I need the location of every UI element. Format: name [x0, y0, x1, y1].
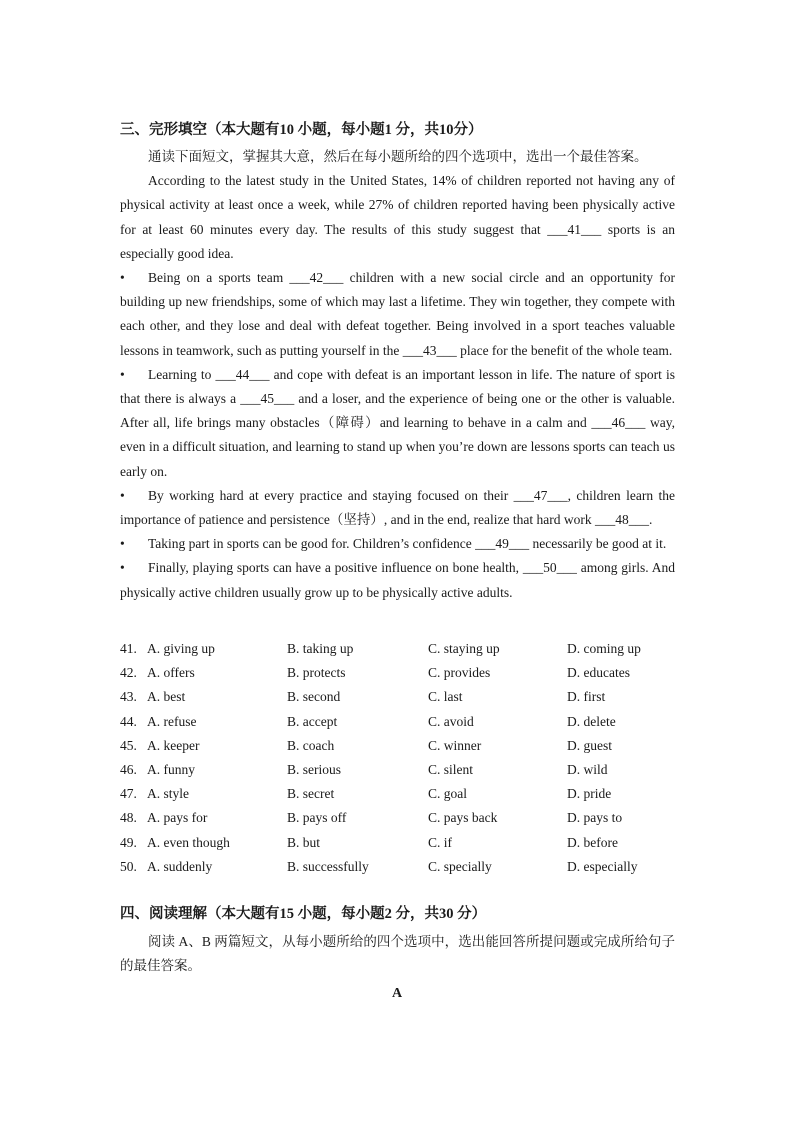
section3-heading: 三、完形填空（本大题有10 小题，每小题1 分，共10分） — [120, 122, 483, 138]
question-row — [120, 831, 720, 855]
question-number: 50. — [120, 858, 137, 874]
bullet-symbol: • — [120, 487, 125, 503]
option-b: B. protects — [287, 665, 346, 681]
question-number: 49. — [120, 834, 137, 850]
option-b: B. but — [287, 834, 321, 850]
bullet-paragraph — [120, 532, 675, 556]
option-a: A. suddenly — [147, 858, 213, 874]
question-number: 42. — [120, 665, 137, 681]
option-c: C. provides — [428, 665, 491, 681]
option-c: C. pays back — [428, 810, 498, 826]
option-a: A. giving up — [147, 641, 215, 656]
question-row — [120, 782, 720, 806]
section4-body — [120, 930, 675, 978]
option-a: A. refuse — [147, 713, 197, 729]
bullet-paragraph — [120, 266, 675, 363]
option-c: C. if — [428, 834, 453, 850]
answer-options-table — [120, 637, 720, 879]
option-b: B. second — [287, 689, 341, 705]
question-number: 43. — [120, 689, 137, 705]
option-b: B. serious — [287, 761, 341, 777]
option-b: B. taking up — [287, 641, 354, 656]
option-d: D. wild — [567, 761, 608, 777]
question-number: 44. — [120, 713, 137, 729]
option-c: C. specially — [428, 858, 492, 874]
intro-paragraph: According to the latest study in the United States, 14% of children reported not having any of physical activity at least once a week, while 27% of children reported having been physically active for at least 60 minutes every day. The results of this study suggest that ___41___ sports is an especially good idea. — [120, 173, 675, 261]
option-d: D. delete — [567, 713, 616, 729]
option-a: A. style — [147, 786, 189, 802]
option-d: D. coming up — [567, 641, 641, 656]
question-number: 47. — [120, 786, 137, 802]
option-c: C. avoid — [428, 713, 474, 729]
question-row — [120, 734, 720, 758]
question-number: 45. — [120, 737, 137, 753]
option-c: C. staying up — [428, 641, 500, 656]
option-d: D. before — [567, 834, 618, 850]
option-a: A. funny — [147, 761, 195, 777]
option-a: A. pays for — [147, 810, 208, 826]
section4-heading: 四、阅读理解（本大题有15 小题，每小题2 分，共30 分） — [120, 906, 487, 922]
bullet-text: By working hard at every practice and staying focused on their ___47___, children learn the importance of patience and persistence（坚持）, and in the end, realize that hard work ___48___. — [120, 487, 675, 528]
option-b: B. coach — [287, 737, 335, 753]
bullet-paragraph — [120, 363, 675, 484]
bullet-text: Learning to ___44___ and cope with defeat is an important lesson in life. The nature of sport is that there is always a ___45___ and a loser, and the experience of being one or the other is valuable. After all, life brings many obstacles（障碍）and learning to behave in a calm and ___46___ way, even in a difficult situation, and learning to stand up when you’re down are lessons sports can teach us early on. — [120, 366, 675, 479]
option-d: D. guest — [567, 737, 612, 753]
section4-instruction: 阅读 A、B 两篇短文，从每小题所给的四个选项中，选出能回答所提问题或完成所给句子的最佳答案。 — [120, 934, 675, 974]
bullet-paragraph — [120, 484, 675, 532]
option-c: C. winner — [428, 737, 482, 753]
bullet-symbol: • — [120, 560, 125, 576]
bullet-text: Finally, playing sports can have a positive influence on bone health, ___50___ among girls. And physically active children usually grow up to be physically active adults. — [120, 560, 675, 600]
option-b: B. accept — [287, 713, 338, 729]
question-number: 48. — [120, 810, 137, 826]
question-row — [120, 637, 720, 661]
option-d: D. pays to — [567, 810, 623, 826]
question-number: 46. — [120, 761, 137, 777]
question-row — [120, 758, 720, 782]
option-a: A. even though — [147, 834, 230, 850]
bullet-text: Being on a sports team ___42___ children with a new social circle and an opportunity for building up new friendships, some of which may last a lifetime. They win together, they compete with each other, and they lose and deal with defeat together. Being involved in a sport teaches valuable lessons in teamwork, such as putting yourself in the ___43___ place for the benefit of the whole team. — [120, 270, 675, 358]
question-row — [120, 661, 720, 685]
option-b: B. secret — [287, 786, 335, 802]
bullet-symbol: • — [120, 366, 125, 382]
bullet-paragraph — [120, 556, 675, 604]
passage-label: A — [391, 986, 403, 1001]
option-c: C. last — [428, 689, 463, 705]
option-b: B. successfully — [287, 858, 369, 874]
option-c: C. goal — [428, 786, 467, 802]
option-d: D. pride — [567, 786, 612, 802]
bullet-text: Taking part in sports can be good for. Children’s confidence ___49___ necessarily be good at it. — [148, 536, 667, 552]
option-c: C. silent — [428, 761, 474, 777]
option-b: B. pays off — [287, 810, 347, 826]
question-row — [120, 855, 720, 879]
question-number: 41. — [120, 641, 137, 656]
question-row — [120, 685, 720, 709]
section3-instruction: 通读下面短文，掌握其大意，然后在每小题所给的四个选项中，选出一个最佳答案。 — [148, 149, 648, 164]
option-a: A. best — [147, 689, 186, 705]
question-row — [120, 710, 720, 734]
option-d: D. first — [567, 689, 606, 705]
bullet-symbol: • — [120, 270, 125, 286]
option-a: A. keeper — [147, 737, 200, 753]
section3-body — [120, 145, 675, 605]
question-row — [120, 806, 720, 830]
option-d: D. educates — [567, 665, 630, 681]
bullet-symbol: • — [120, 536, 125, 552]
option-a: A. offers — [147, 665, 195, 681]
option-d: D. especially — [567, 858, 638, 874]
